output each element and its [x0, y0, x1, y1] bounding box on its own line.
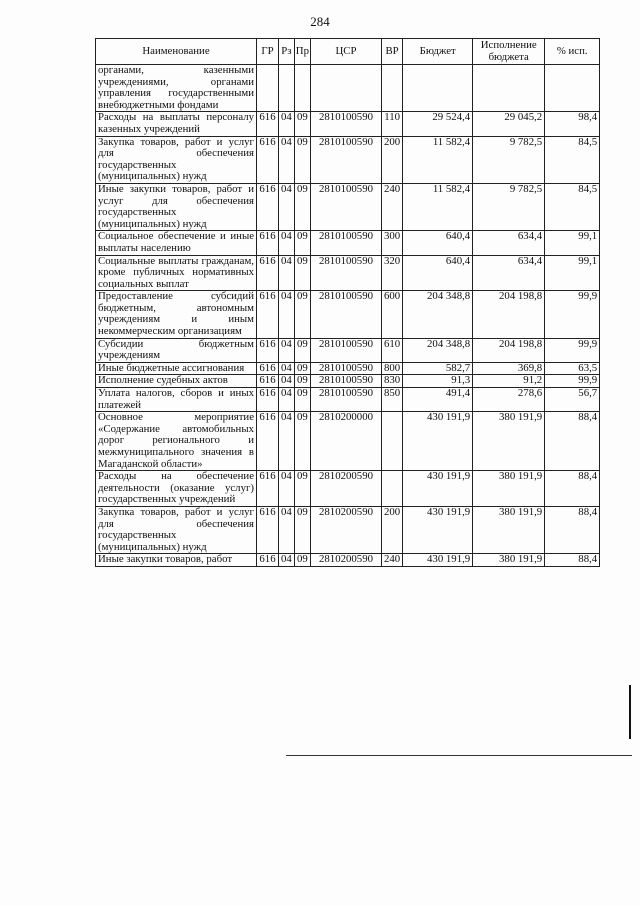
table-row [96, 554, 600, 567]
cell-execution: 380 191,9 [473, 412, 545, 471]
table-row [96, 412, 600, 471]
cell-execution [473, 65, 545, 112]
cell-execution: 369,8 [473, 362, 545, 375]
cell-percent: 99,9 [545, 375, 600, 388]
cell-pr: 09 [294, 231, 310, 255]
cell-budget: 491,4 [403, 388, 473, 412]
cell-csr [311, 65, 382, 112]
cell-name: Основное мероприятие «Содержание автомобильных дорог регионального и межмуниципального значения в Магаданской области» [96, 412, 257, 471]
cell-csr: 2810200590 [311, 554, 382, 567]
table-row [96, 362, 600, 375]
cell-csr: 2810100590 [311, 388, 382, 412]
cell-pr: 09 [294, 554, 310, 567]
cell-percent: 88,4 [545, 554, 600, 567]
cell-execution: 380 191,9 [473, 554, 545, 567]
cell-rz: 04 [279, 136, 295, 183]
cell-percent: 63,5 [545, 362, 600, 375]
table-row [96, 338, 600, 362]
cell-budget [403, 65, 473, 112]
cell-vr: 110 [382, 112, 403, 136]
cell-percent: 99,1 [545, 231, 600, 255]
cell-percent: 84,5 [545, 136, 600, 183]
cell-execution: 634,4 [473, 231, 545, 255]
cell-pr: 09 [294, 338, 310, 362]
cell-execution: 204 198,8 [473, 338, 545, 362]
cell-vr: 300 [382, 231, 403, 255]
cell-execution: 278,6 [473, 388, 545, 412]
table-row [96, 291, 600, 338]
cell-rz: 04 [279, 506, 295, 553]
cell-gr [257, 65, 279, 112]
cell-gr: 616 [257, 112, 279, 136]
cell-execution: 9 782,5 [473, 183, 545, 230]
cell-name: Исполнение судебных актов [96, 375, 257, 388]
cell-pr: 09 [294, 375, 310, 388]
cell-rz: 04 [279, 183, 295, 230]
cell-rz: 04 [279, 362, 295, 375]
cell-budget: 204 348,8 [403, 338, 473, 362]
header-csr: ЦСР [311, 39, 382, 65]
page-number: 284 [310, 14, 330, 29]
cell-percent: 99,9 [545, 338, 600, 362]
table-row [96, 255, 600, 291]
cell-rz: 04 [279, 375, 295, 388]
cell-vr [382, 412, 403, 471]
cell-rz: 04 [279, 338, 295, 362]
budget-table [95, 38, 600, 567]
cell-pr: 09 [294, 255, 310, 291]
table-row [96, 375, 600, 388]
cell-rz [279, 65, 295, 112]
cell-name: Социальные выплаты гражданам, кроме публичных нормативных социальных выплат [96, 255, 257, 291]
cell-budget: 204 348,8 [403, 291, 473, 338]
cell-pr: 09 [294, 471, 310, 507]
cell-pr: 09 [294, 362, 310, 375]
cell-gr: 616 [257, 471, 279, 507]
cell-name: Социальное обеспечение и иные выплаты населению [96, 231, 257, 255]
table-row [96, 471, 600, 507]
cell-gr: 616 [257, 255, 279, 291]
table-row [96, 231, 600, 255]
cell-vr: 800 [382, 362, 403, 375]
cell-gr: 616 [257, 183, 279, 230]
cell-pr: 09 [294, 112, 310, 136]
cell-rz: 04 [279, 388, 295, 412]
cell-vr [382, 65, 403, 112]
cell-name: Расходы на обеспечение деятельности (оказание услуг) государственных учреждений [96, 471, 257, 507]
cell-budget: 91,3 [403, 375, 473, 388]
table-body [96, 65, 600, 567]
cell-budget: 430 191,9 [403, 412, 473, 471]
cell-rz: 04 [279, 255, 295, 291]
cell-vr: 200 [382, 506, 403, 553]
cell-execution: 204 198,8 [473, 291, 545, 338]
cell-csr: 2810100590 [311, 136, 382, 183]
cell-name: Закупка товаров, работ и услуг для обеспечения государственных (муниципальных) нужд [96, 136, 257, 183]
cell-budget: 430 191,9 [403, 471, 473, 507]
cell-csr: 2810100590 [311, 338, 382, 362]
cell-rz: 04 [279, 471, 295, 507]
cell-name: Уплата налогов, сборов и иных платежей [96, 388, 257, 412]
cell-percent: 88,4 [545, 471, 600, 507]
cell-gr: 616 [257, 412, 279, 471]
cell-gr: 616 [257, 375, 279, 388]
cell-pr [294, 65, 310, 112]
cell-name: органами, казенными учреждениями, органами управления государственными внебюджетными фондами [96, 65, 257, 112]
cell-percent [545, 65, 600, 112]
cell-budget: 640,4 [403, 231, 473, 255]
header-pr: Пр [294, 39, 310, 65]
cell-pr: 09 [294, 291, 310, 338]
cell-pr: 09 [294, 412, 310, 471]
cell-name: Иные закупки товаров, работ [96, 554, 257, 567]
cell-csr: 2810100590 [311, 183, 382, 230]
cell-vr [382, 471, 403, 507]
table-row [96, 388, 600, 412]
cell-execution: 380 191,9 [473, 506, 545, 553]
header-name: Наименование [96, 39, 257, 65]
cell-rz: 04 [279, 112, 295, 136]
table-row [96, 136, 600, 183]
cell-execution: 380 191,9 [473, 471, 545, 507]
cell-gr: 616 [257, 388, 279, 412]
cell-csr: 2810100590 [311, 362, 382, 375]
cell-pr: 09 [294, 388, 310, 412]
cell-csr: 2810200590 [311, 506, 382, 553]
margin-bar [629, 685, 631, 739]
cell-vr: 320 [382, 255, 403, 291]
cell-budget: 582,7 [403, 362, 473, 375]
cell-pr: 09 [294, 506, 310, 553]
cell-pr: 09 [294, 183, 310, 230]
cell-name: Иные закупки товаров, работ и услуг для обеспечения государственных (муниципальных) нужд [96, 183, 257, 230]
cell-pr: 09 [294, 136, 310, 183]
cell-name: Закупка товаров, работ и услуг для обеспечения государственных (муниципальных) нужд [96, 506, 257, 553]
cell-gr: 616 [257, 231, 279, 255]
cell-csr: 2810100590 [311, 255, 382, 291]
cell-gr: 616 [257, 362, 279, 375]
cell-percent: 84,5 [545, 183, 600, 230]
cell-budget: 430 191,9 [403, 554, 473, 567]
cell-rz: 04 [279, 231, 295, 255]
header-vr: ВР [382, 39, 403, 65]
header-row [96, 39, 600, 65]
cell-budget: 11 582,4 [403, 183, 473, 230]
cell-vr: 850 [382, 388, 403, 412]
cell-execution: 91,2 [473, 375, 545, 388]
header-percent: % исп. [545, 39, 600, 65]
cell-gr: 616 [257, 291, 279, 338]
cell-gr: 616 [257, 506, 279, 553]
cell-percent: 88,4 [545, 506, 600, 553]
cell-vr: 240 [382, 554, 403, 567]
table-row [96, 65, 600, 112]
cell-name: Иные бюджетные ассигнования [96, 362, 257, 375]
header-budget: Бюджет [403, 39, 473, 65]
cell-gr: 616 [257, 338, 279, 362]
cell-csr: 2810100590 [311, 112, 382, 136]
cell-vr: 830 [382, 375, 403, 388]
cell-name: Субсидии бюджетным учреждениям [96, 338, 257, 362]
header-gr: ГР [257, 39, 279, 65]
cell-gr: 616 [257, 136, 279, 183]
cell-execution: 9 782,5 [473, 136, 545, 183]
table-row [96, 506, 600, 553]
cell-percent: 99,9 [545, 291, 600, 338]
cell-vr: 610 [382, 338, 403, 362]
cell-percent: 56,7 [545, 388, 600, 412]
table-row [96, 183, 600, 230]
cell-vr: 200 [382, 136, 403, 183]
cell-name: Расходы на выплаты персоналу казенных учреждений [96, 112, 257, 136]
cell-execution: 29 045,2 [473, 112, 545, 136]
cell-rz: 04 [279, 412, 295, 471]
footer-rule [286, 755, 632, 756]
cell-execution: 634,4 [473, 255, 545, 291]
cell-budget: 11 582,4 [403, 136, 473, 183]
cell-budget: 640,4 [403, 255, 473, 291]
cell-csr: 2810100590 [311, 291, 382, 338]
cell-budget: 430 191,9 [403, 506, 473, 553]
cell-gr: 616 [257, 554, 279, 567]
header-execution: Исполнение бюджета [473, 39, 545, 65]
cell-csr: 2810200000 [311, 412, 382, 471]
cell-percent: 98,4 [545, 112, 600, 136]
cell-name: Предоставление субсидий бюджетным, автономным учреждениям и иным некоммерческим организациям [96, 291, 257, 338]
cell-percent: 88,4 [545, 412, 600, 471]
cell-rz: 04 [279, 291, 295, 338]
cell-csr: 2810200590 [311, 471, 382, 507]
cell-budget: 29 524,4 [403, 112, 473, 136]
cell-vr: 600 [382, 291, 403, 338]
table-row [96, 112, 600, 136]
cell-csr: 2810100590 [311, 375, 382, 388]
cell-csr: 2810100590 [311, 231, 382, 255]
header-rz: Рз [279, 39, 295, 65]
cell-vr: 240 [382, 183, 403, 230]
cell-percent: 99,1 [545, 255, 600, 291]
cell-rz: 04 [279, 554, 295, 567]
